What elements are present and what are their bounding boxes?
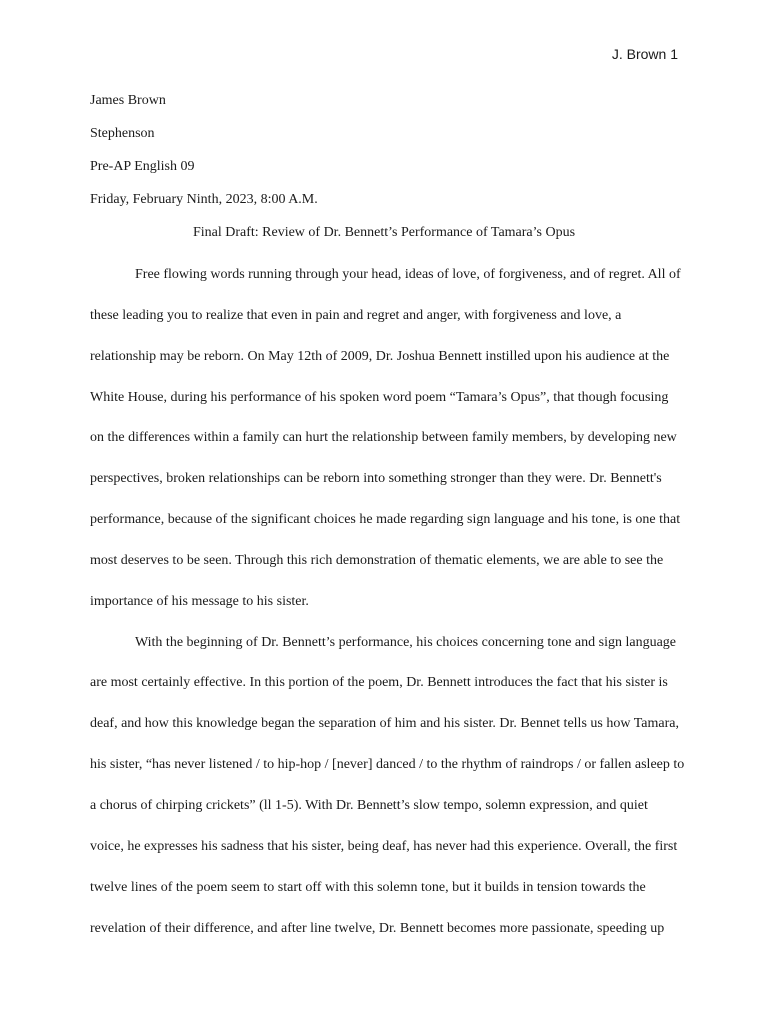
essay-title: Final Draft: Review of Dr. Bennett’s Performance of Tamara’s Opus bbox=[192, 225, 576, 240]
paragraph-line: deaf, and how this knowledge began the separation of him and his sister. Dr. Bennet tells us how Tamara, bbox=[90, 716, 679, 732]
paragraph-line: With the beginning of Dr. Bennett’s performance, his choices concerning tone and sign language bbox=[135, 634, 677, 650]
essay-body bbox=[90, 255, 685, 949]
page-header-label: J. Brown 1 bbox=[611, 46, 678, 62]
paragraph bbox=[90, 623, 685, 950]
paragraph-line: twelve lines of the poem seem to start off with this solemn tone, but it builds in tension towards the bbox=[90, 879, 646, 895]
paragraph-line: a chorus of chirping crickets” (ll 1-5). With Dr. Bennett’s slow tempo, solemn expression, and quiet bbox=[90, 797, 648, 813]
paragraph-line: relationship may be reborn. On May 12th of 2009, Dr. Joshua Bennett instilled upon his audience at the bbox=[90, 348, 670, 364]
paragraph-line: on the differences within a family can hurt the relationship between family members, by developing new bbox=[90, 430, 677, 446]
paragraph-line: revelation of their difference, and after line twelve, Dr. Bennett becomes more passionate, speeding up bbox=[90, 920, 665, 936]
paragraph-line: most deserves to be seen. Through this rich demonstration of thematic elements, we are able to see the bbox=[90, 552, 664, 568]
essay-date: Friday, February Ninth, 2023, 8:00 A.M. bbox=[90, 192, 318, 207]
paragraph-line: performance, because of the significant choices he made regarding sign language and his tone, is one that bbox=[90, 512, 681, 528]
paragraph-line: Free flowing words running through your head, ideas of love, of forgiveness, and of regret. All of bbox=[135, 267, 681, 282]
student-name: James Brown bbox=[90, 93, 166, 108]
paragraph bbox=[90, 255, 681, 623]
paragraph-line: his sister, “has never listened / to hip-hop / [never] danced / to the rhythm of raindrops / or fallen asleep to bbox=[90, 757, 685, 773]
paragraph-line: perspectives, broken relationships can be reborn into something stronger than they were. Dr. Bennett's bbox=[90, 471, 662, 487]
teacher-name: Stephenson bbox=[90, 126, 155, 141]
mla-heading bbox=[90, 92, 678, 224]
paragraph-line: are most certainly effective. In this portion of the poem, Dr. Bennett introduces the fact that his sister is bbox=[90, 675, 668, 691]
paragraph-line: voice, he expresses his sadness that his sister, being deaf, has never had this experience. Overall, the first bbox=[90, 838, 678, 854]
paragraph-line: importance of his message to his sister. bbox=[90, 593, 309, 609]
course-name: Pre-AP English 09 bbox=[90, 159, 195, 174]
paragraph-line: White House, during his performance of his spoken word poem “Tamara’s Opus”, that though focusing bbox=[90, 389, 669, 405]
paragraph-line: these leading you to realize that even in pain and regret and anger, with forgiveness and love, a bbox=[90, 307, 622, 323]
paragraph-container bbox=[90, 255, 685, 949]
